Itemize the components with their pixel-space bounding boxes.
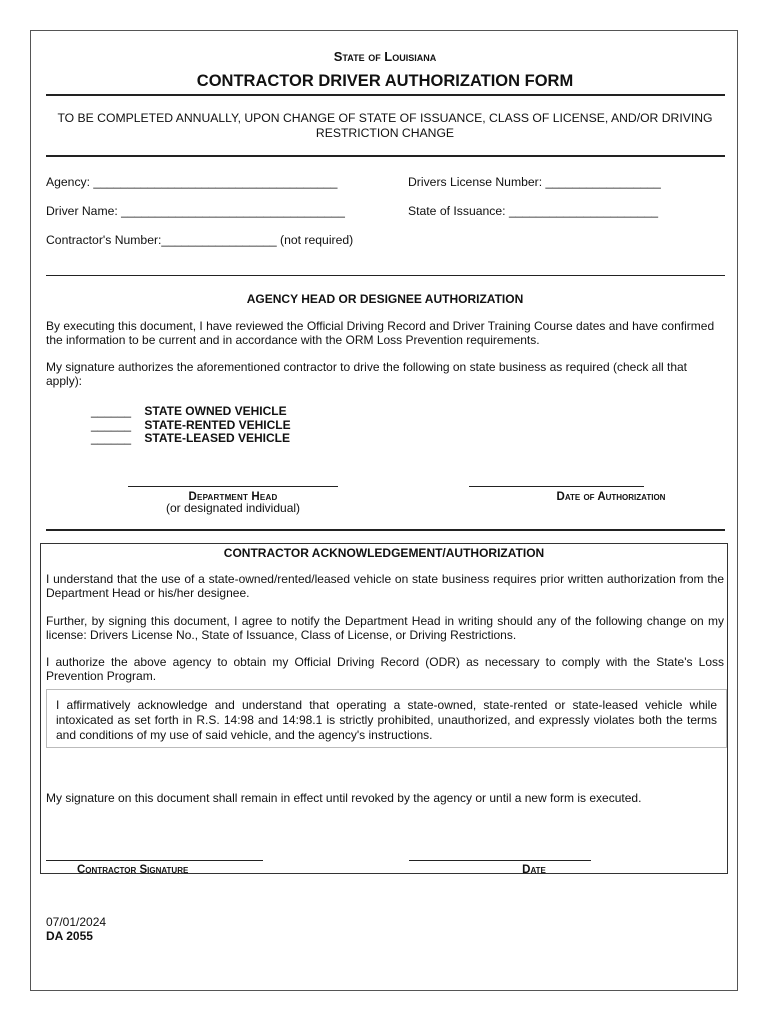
- authorization-date-label-text: Date of Authorization: [556, 491, 666, 503]
- contractor-date-label: [409, 860, 659, 878]
- drivers-license-field[interactable]: Drivers License Number: _________________: [408, 175, 661, 189]
- option-blank[interactable]: ______: [91, 418, 132, 432]
- contractor-paragraph-2: Further, by signing this document, I agree to notify the Department Head in writing should any of the following change on my license: Drivers License No., State of Issuance, Class of License, or Driving Restrictions.: [46, 614, 724, 642]
- driver-name-field[interactable]: Driver Name: _________________________________: [46, 204, 345, 218]
- department-head-label-text: Department Head: [188, 491, 278, 503]
- contractor-number-field[interactable]: Contractor's Number:_________________ (not required): [46, 233, 354, 247]
- option-label: STATE-RENTED VEHICLE: [144, 418, 291, 432]
- contractor-section-box: [40, 543, 728, 874]
- contractor-paragraph-4: My signature on this document shall remain in effect until revoked by the agency or until a new form is executed.: [46, 791, 642, 805]
- contractor-signature-label: [77, 860, 188, 878]
- option-state-owned[interactable]: [91, 404, 287, 418]
- agency-paragraph-2: My signature authorizes the aforementioned contractor to drive the following on state business as required (check all that apply):: [46, 360, 688, 388]
- contractor-paragraph-1: I understand that the use of a state-owned/rented/leased vehicle on state business requires prior written authorization from the Department Head or his/her designee.: [46, 572, 724, 600]
- acknowledgement-box: [46, 689, 727, 748]
- option-blank[interactable]: ______: [91, 404, 132, 418]
- option-label: STATE OWNED VEHICLE: [144, 404, 287, 418]
- option-state-leased[interactable]: [91, 431, 290, 445]
- instructions: TO BE COMPLETED ANNUALLY, UPON CHANGE OF STATE OF ISSUANCE, CLASS OF LICENSE, AND/OR DRIVING RESTRICTION CHANGE: [57, 111, 713, 140]
- agency-section-end-rule: [46, 529, 725, 531]
- contractor-date-label-text: Date: [522, 864, 546, 876]
- state-heading-text: State of Louisiana: [333, 49, 437, 64]
- instructions-rule: [46, 155, 725, 157]
- title-rule: [46, 94, 725, 96]
- section-rule: [46, 275, 725, 276]
- agency-paragraph-1: By executing this document, I have reviewed the Official Driving Record and Driver Training Course dates and have confirmed the information to be current and in accordance with the ORM Loss Prevention requirements.: [46, 319, 715, 347]
- option-state-rented[interactable]: [91, 418, 291, 432]
- option-label: STATE-LEASED VEHICLE: [144, 431, 290, 445]
- acknowledgement-text: I affirmatively acknowledge and understand that operating a state-owned, state-rented or state-leased vehicle while intoxicated as set forth in R.S. 14:98 and 14:98.1 is strictly prohibited, unauthorized, and expressly violates both the terms and conditions of my use of said vehicle, and the agency's instructions.: [56, 698, 717, 742]
- state-heading: [31, 49, 739, 64]
- contractor-paragraph-3: I authorize the above agency to obtain my Official Driving Record (ODR) as necessary to comply with the State's Loss Prevention Program.: [46, 655, 724, 683]
- option-blank[interactable]: ______: [91, 431, 132, 445]
- state-of-issuance-field[interactable]: State of Issuance: ______________________: [408, 204, 659, 218]
- form-number: DA 2055: [46, 929, 93, 943]
- authorization-date-label: [511, 487, 711, 505]
- agency-field[interactable]: Agency: ____________________________________: [46, 175, 338, 189]
- form-title: CONTRACTOR DRIVER AUTHORIZATION FORM: [196, 72, 574, 90]
- agency-heading: AGENCY HEAD OR DESIGNEE AUTHORIZATION: [246, 292, 524, 306]
- contractor-signature-label-text: Contractor Signature: [77, 864, 189, 876]
- form-page: [30, 30, 738, 991]
- contractor-heading: CONTRACTOR ACKNOWLEDGEMENT/AUTHORIZATION: [223, 546, 545, 560]
- department-head-sublabel: (or designated individual): [165, 501, 301, 515]
- revision-date: 07/01/2024: [46, 915, 107, 929]
